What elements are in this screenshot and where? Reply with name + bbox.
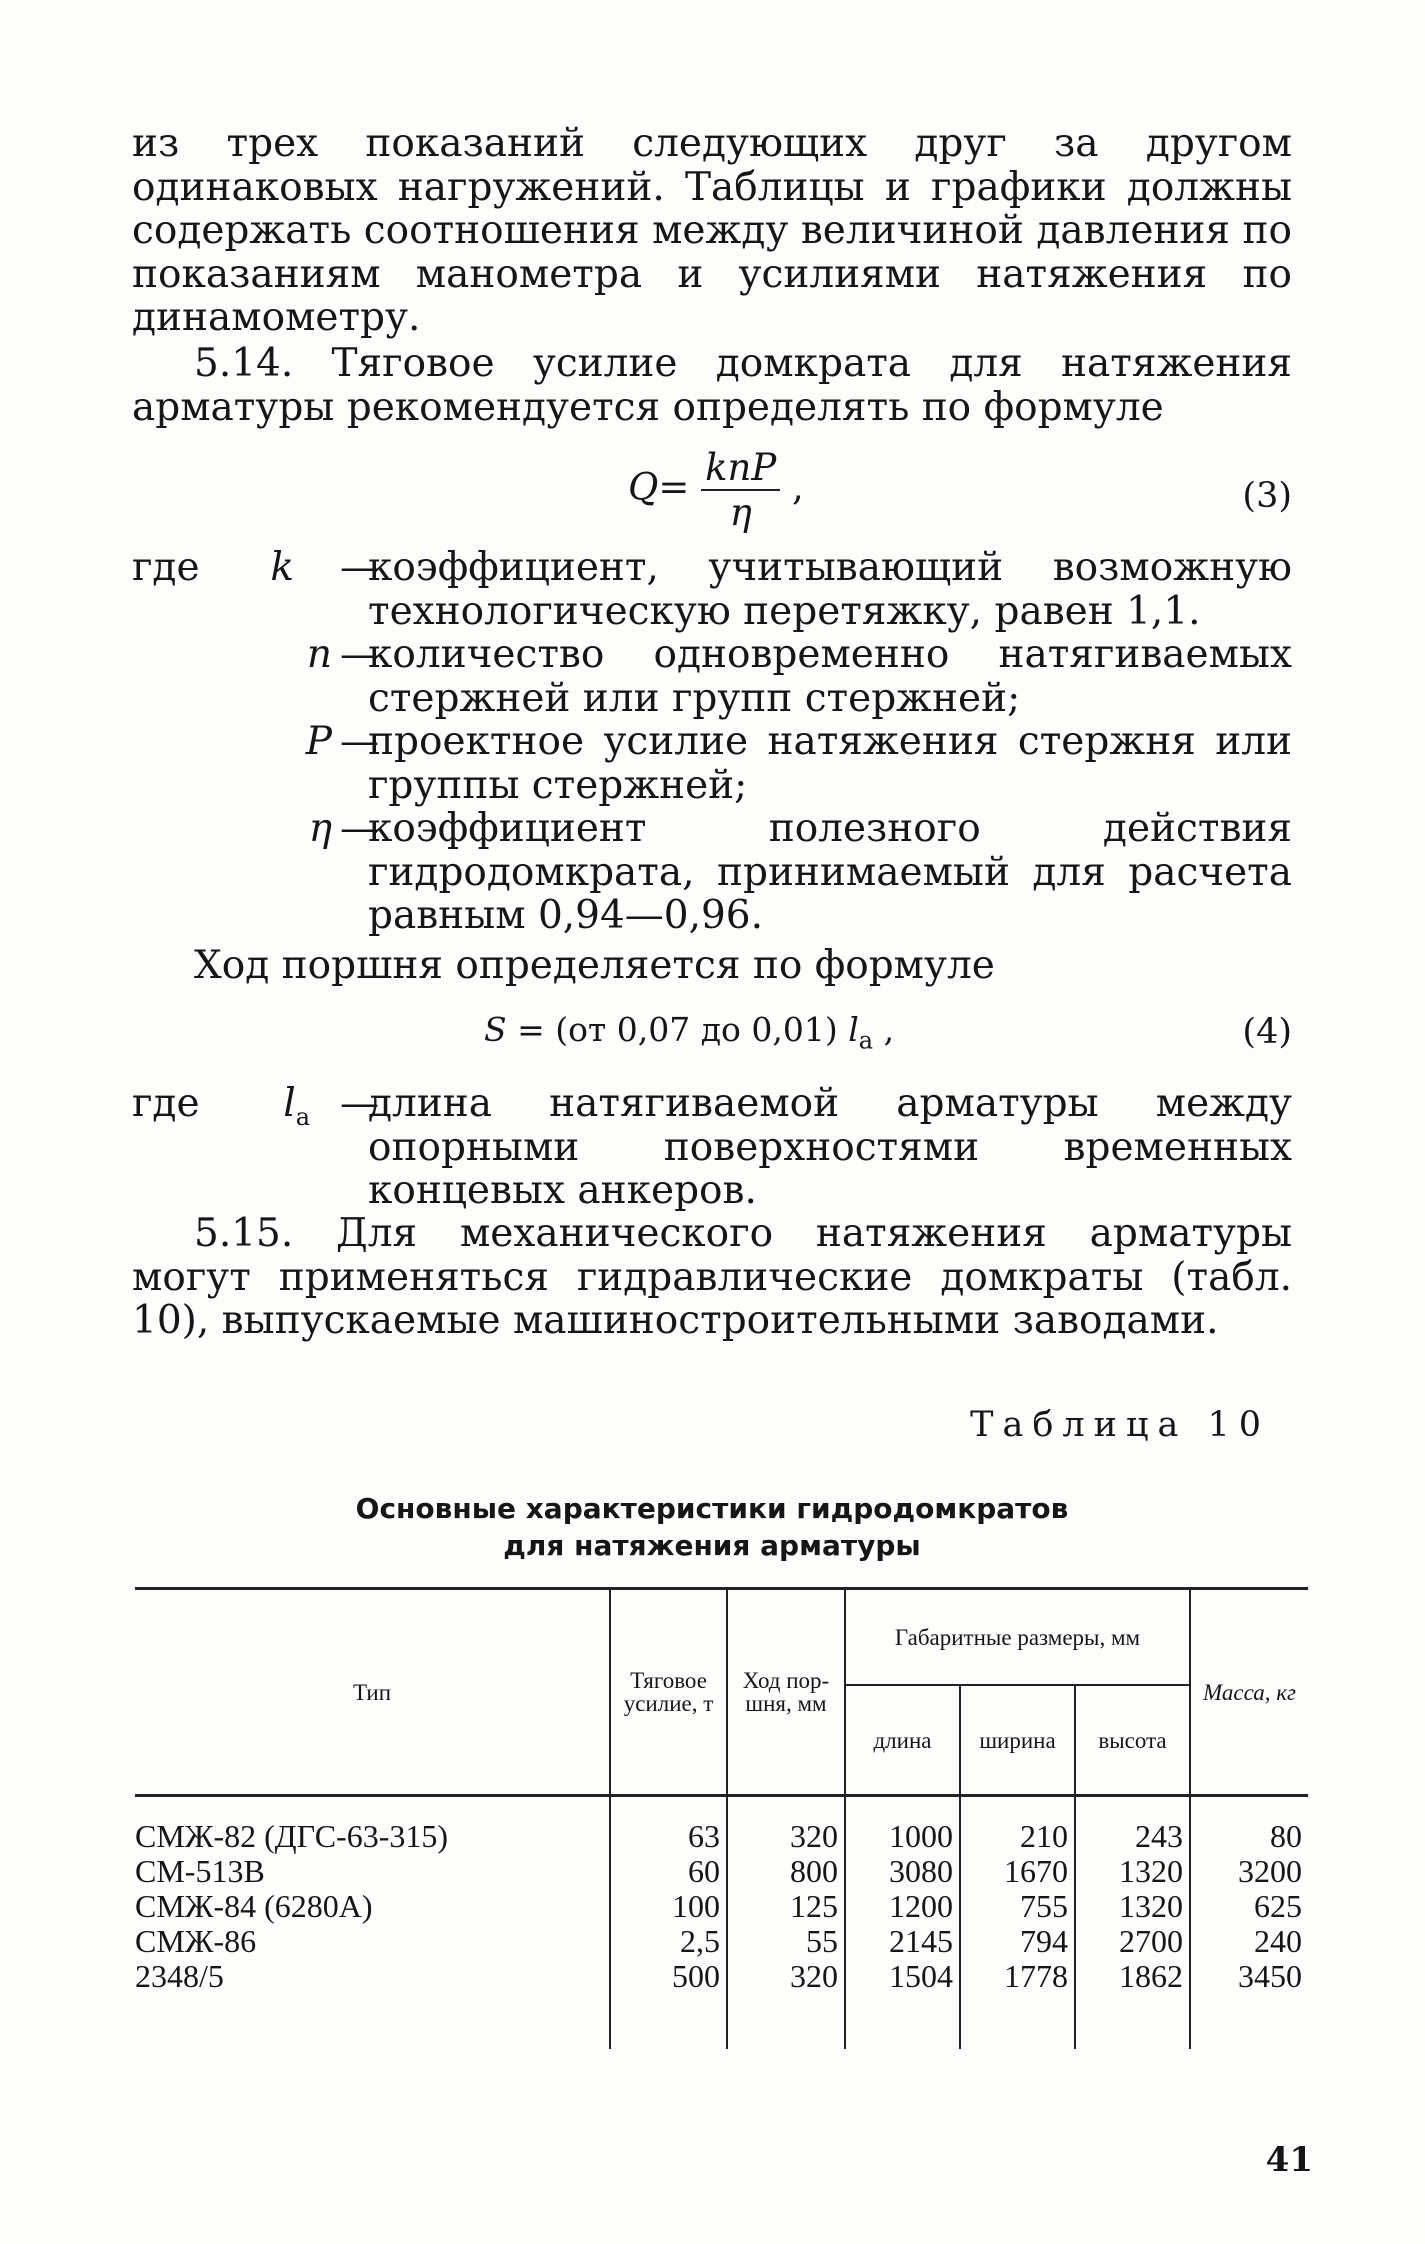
formula-3-comma: , xyxy=(792,465,804,509)
table-row: СМЖ-84 (6280А) 100 125 1200 755 1320 625 xyxy=(135,1889,1308,1924)
formula-4-sub: a xyxy=(858,1026,874,1055)
header-width: ширина xyxy=(960,1685,1075,1796)
formula-4-lhs: S xyxy=(484,1010,507,1049)
header-dimensions: Габаритные размеры, мм xyxy=(845,1589,1190,1686)
piston-stroke-line: Ход поршня определяется по формуле xyxy=(194,943,995,988)
formula-4-body: = (от 0,07 до 0,01) xyxy=(517,1010,838,1049)
definition-prefix: где xyxy=(132,545,200,590)
intro-paragraph: из трех показаний следующих друг за другом одинаковых нагружений. Таблицы и графики должны содержать соотношения между величиной давления по показаниям манометра и усилиями натяжения по динамометру. xyxy=(132,121,1292,340)
formula-3-eq: = xyxy=(658,465,690,509)
table-title-line-2: для натяжения арматуры xyxy=(503,1529,921,1562)
formula-4-comma: , xyxy=(883,1010,895,1049)
definition-text: проектное усилие натяжения стержня или группы стержней; xyxy=(368,719,1292,808)
equation-number-4: (4) xyxy=(1242,1012,1292,1052)
header-height: высота xyxy=(1075,1685,1190,1796)
definition-text: коэффициент, учитывающий возможную технологическую перетяжку, равен 1,1. xyxy=(368,545,1292,634)
table-row: 2348/5 500 320 1504 1778 1862 3450 xyxy=(135,1959,1308,1994)
formula-4 xyxy=(484,1010,894,1055)
definition-dash: — xyxy=(340,632,379,677)
table-title-line-1: Основные характеристики гидродомкратов xyxy=(355,1492,1069,1525)
definition-symbol: $l_a$ xyxy=(283,1081,310,1131)
definition-symbol: η xyxy=(308,806,332,851)
definition-la xyxy=(132,1082,1292,1213)
page-number: 41 xyxy=(1265,2140,1313,2180)
definition-eta xyxy=(132,807,1292,938)
definition-dash: — xyxy=(340,1081,379,1126)
table-label: Таблица 10 xyxy=(970,1405,1270,1445)
definition-p xyxy=(132,720,1292,807)
section-5-15: 5.15. Для механического натяжения арматуры могут применяться гидравлические домкраты (табл. 10), выпускаемые машиностроительными заводами. xyxy=(132,1211,1292,1343)
formula-3-numerator: knP xyxy=(701,446,780,491)
header-type: Тип xyxy=(135,1589,610,1796)
header-force: Тяговое усилие, т xyxy=(610,1589,727,1796)
definition-symbol: k xyxy=(270,545,294,590)
definition-symbol: n xyxy=(306,632,332,677)
table-row: СМ-513В 60 800 3080 1670 1320 3200 xyxy=(135,1854,1308,1889)
table-title xyxy=(132,1490,1292,1564)
definition-text: длина натягиваемой арматуры между опорными поверхностями временных концевых анкеров. xyxy=(368,1081,1292,1213)
definition-dash: — xyxy=(340,806,379,851)
formula-4-var: l xyxy=(848,1010,859,1049)
section-5-14: 5.14. Тяговое усилие домкрата для натяжения арматуры рекомендуется определять по формуле xyxy=(132,341,1292,430)
definition-dash: — xyxy=(340,719,379,764)
formula-3-fraction xyxy=(701,446,780,534)
formula-3-definitions xyxy=(132,546,1292,938)
header-mass: Масса, кг xyxy=(1190,1589,1308,1796)
definition-prefix: где xyxy=(132,1081,200,1126)
formula-3 xyxy=(628,446,804,534)
header-length: длина xyxy=(845,1685,960,1796)
table-row: СМЖ-82 (ДГС-63-315) 63 320 1000 210 243 80 xyxy=(135,1819,1308,1854)
formula-3-lhs: Q xyxy=(628,465,659,509)
equation-number-3: (3) xyxy=(1242,476,1292,516)
definition-text: коэффициент полезного действия гидродомкрата, принимаемый для расчета равным 0,94—0,96. xyxy=(368,806,1292,938)
formula-4-definitions xyxy=(132,1082,1292,1213)
definition-dash: — xyxy=(340,545,379,590)
jacks-table xyxy=(135,1587,1308,2049)
header-stroke: Ход пор-шня, мм xyxy=(727,1589,845,1796)
definition-n xyxy=(132,633,1292,720)
definition-k xyxy=(132,546,1292,633)
formula-3-denominator: η xyxy=(729,491,752,534)
definition-symbol: P xyxy=(305,719,332,764)
table-row: СМЖ-86 2,5 55 2145 794 2700 240 xyxy=(135,1924,1308,1959)
definition-text: количество одновременно натягиваемых стержней или групп стержней; xyxy=(368,632,1292,721)
